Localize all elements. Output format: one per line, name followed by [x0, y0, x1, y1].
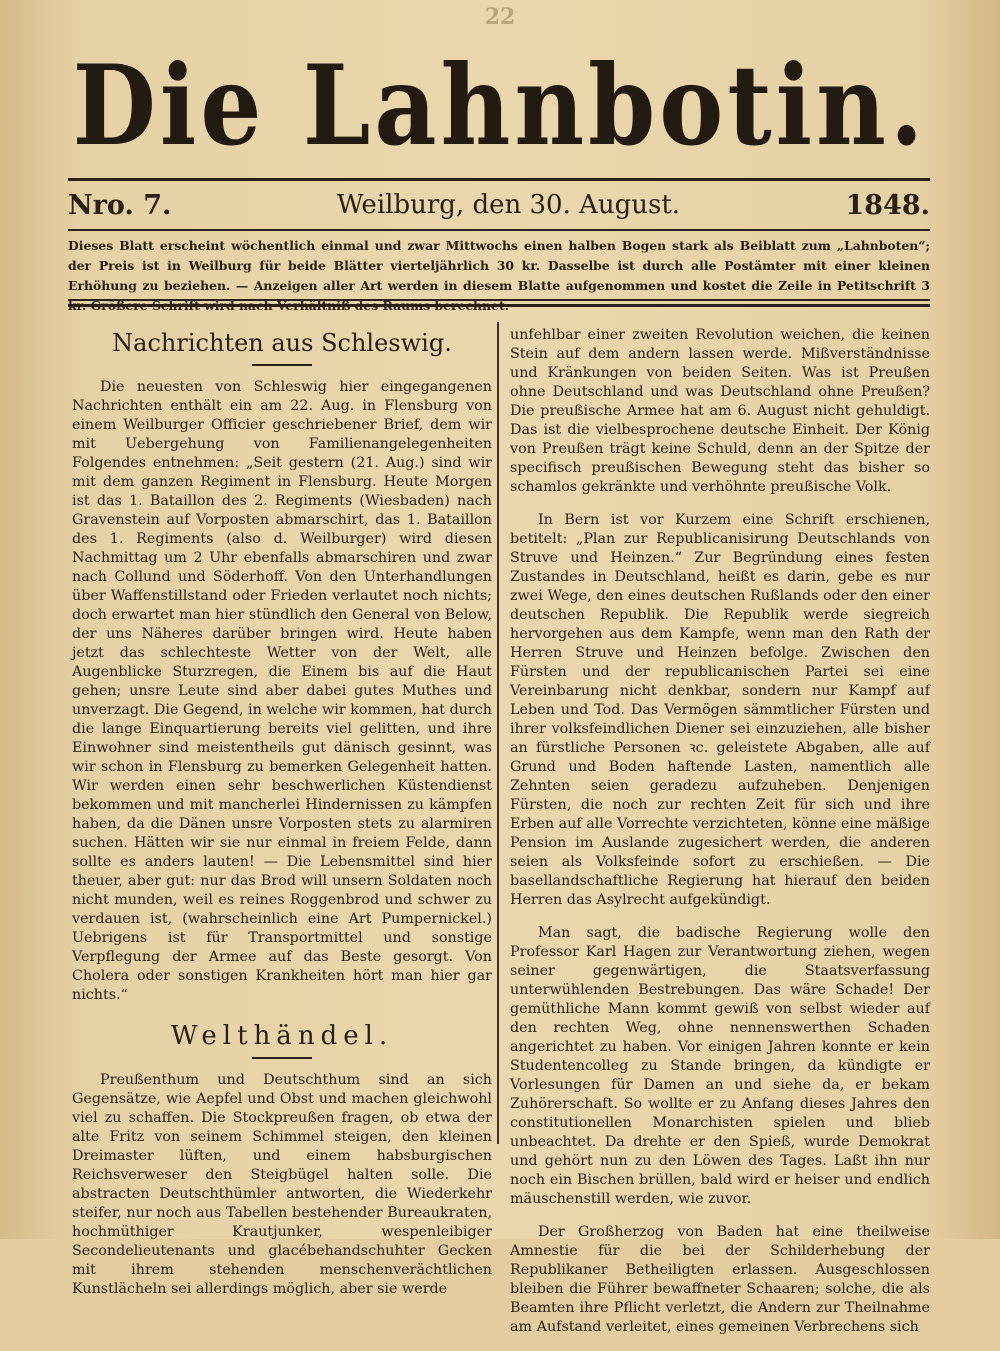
page-number: 22 [484, 4, 516, 30]
headline-schleswig: Nachrichten aus Schleswig. [112, 329, 452, 357]
dateline [68, 185, 930, 225]
masthead-rule [68, 178, 930, 181]
issue-year: 1848. [845, 189, 930, 221]
place-date: Weilburg, den 30. August. [336, 190, 681, 220]
notice-rule-top [68, 299, 930, 301]
dateline-rule [68, 229, 930, 231]
article-welthaendel: Preußenthum und Deutschthum sind an sich Gegensätze, wie Aepfel und Obst und machen gleichwohl viel zu schaffen. Die Stockpreußen fragen, ob etwa der alte Fritz von seinem Schimmel steigen, den kleinen Dreimaster lüften, und einem habsburgischen Reichsverweser den Steigbügel halten solle. Die abstracten Deutschthümler antworten, die Wiederkehr steifer, nur noch aus Tabellen bestehender Bureaukraten, hochmüthiger Krautjunker, wespenleibiger Secondelieutenants und glacébehandschuhter Gecken mit ihrem stehenden menschenverächtlichen Kunstlächeln sei allerdings möglich, aber sie werde [72, 1072, 492, 1297]
article-hagen: Man sagt, die badische Regierung wolle den Professor Karl Hagen zur Verantwortung ziehen, wegen seiner gegenwärtigen, die Staatsverfassung unterwühlenden Bestrebungen. Das wäre Schade! Der gemüthliche Mann kommt gewiß von selbst wieder auf den rechten Weg, ohne nennenswerthen Schaden angerichtet zu haben. Vor einigen Jahren konnte er kein Studentencolleg zu Stande bringen, da kündigte er Vorlesungen für Damen an und siehe da, er bekam Zuhörerschaft. So wollte er zu Anfang dieses Jahres den constitutionellen Monarchisten spielen und blieb unbeachtet. Da drehte er den Spieß, wurde Demokrat und gehört nun zu den Löwen des Tages. Laßt ihn nur noch ein Bischen brüllen, bald wird er heiser und endlich mäuschenstill werden, wie zuvor. [510, 925, 930, 1207]
article-bern: In Bern ist vor Kurzem eine Schrift erschienen, betitelt: „Plan zur Republicanisirung Deutschlands von Struve und Heinzen.“ Zur Begründung eines festen Zustandes in Deutschland, heißt es darin, gebe es nur zwei Wege, den eines deutschen Rußlands oder den einer deutschen Republik. Die Republik werde siegreich hervorgehen aus dem Kampfe, wenn man den Rath der Herren Struve und Heinzen befolge. Zwischen den Fürsten und der republicanischen Partei sei eine Vereinbarung nicht denkbar, sondern nur Kampf auf Leben und Tod. Das Vermögen sämmtlicher Fürsten und ihrer volksfeindlichen Diener sei einzuziehen, alle bisher an fürstliche Personen ꝛc. geleistete Abgaben, alle auf Grund und Boden haftende Lasten, namentlich alle Zehnten seien geradezu aufzuheben. Denjenigen Fürsten, die noch zur rechten Zeit für sich und ihre Erben auf alle Vorrechte verzichteten, könne eine mäßige Pension im Auslande zugesichert werden, die anderen seien als Volksfeinde sofort zu erschießen. — Die basellandschaftliche Regierung hat hierauf den beiden Herren das Asylrecht aufgekündigt. [510, 512, 930, 908]
column-divider [497, 322, 499, 1144]
headline-rule [252, 1057, 312, 1059]
article-schleswig: Die neuesten von Schleswig hier eingegangenen Nachrichten enthält ein am 22. Aug. in Flensburg von einem Weilburger Officier geschriebener Brief, dem wir mit Uebergehung von Familienangelegenheiten Folgendes entnehmen: „Seit gestern (21. Aug.) sind wir mit dem ganzen Regiment in Flensburg. Heute Morgen ist das 1. Bataillon des 2. Regiments (Wiesbaden) nach Gravenstein auf Vorposten abmarschirt, das 1. Bataillon des 1. Regiments (also d. Weilburger) wird diesen Nachmittag um 2 Uhr ebenfalls abmarschiren und zwar nach Collund und Söderhoff. Von den Unterhandlungen über Waffenstillstand oder Frieden verlautet noch nichts; doch erwartet man hier stündlich den General von Below, der uns Näheres darüber bringen wird. Heute haben jetzt das schlechteste Wetter von der Welt, alle Augenblicke Sturzregen, die Einem bis auf die Haut gehen; unsre Leute sind aber dabei gutes Muthes und unverzagt. Die Gegend, in welche wir kommen, hat durch die lange Einquartierung bereits viel gelitten, und ihre Einwohner sind meistentheils gut dänisch gesinnt, was wir schon in Flensburg zu bemerken Gelegenheit hatten. Wir werden einen sehr beschwerlichen Küstendienst bekommen und mit mancherlei Hindernissen zu kämpfen haben, da die Dänen unsre Vorposten stets zu alarmiren suchen. Hätten wir sie nur einmal in freiem Felde, dann sollte es anders lauten! — Die Lebensmittel sind hier theuer, aber gut: nur das Brod will unsern Soldaten noch nicht munden, weil es reines Roggenbrod und schwer zu verdauen ist, (wahrscheinlich eine Art Pumpernickel.) Uebrigens ist für Transportmittel und sonstige Verpflegung der Armee auf das Beste gesorgt. Von Cholera oder sonstigen Krankheiten hört man hier gar nichts.“ [72, 379, 492, 1003]
issue-number: Nro. 7. [68, 189, 172, 221]
subscription-notice: Dieses Blatt erscheint wöchentlich einmal und zwar Mittwochs einen halben Bogen stark als Beiblatt zum „Lahnboten“; der Preis ist in Weilburg für beide Blätter vierteljährlich 30 kr. Dasselbe ist durch alle Postämter mit einer kleinen Erhöhung zu beziehen. — Anzeigen aller Art werden in diesem Blatte aufgenommen und kostet die Zeile in Petitschrift 3 [68, 238, 930, 293]
headline-welthaendel: Welthändel. [170, 1021, 394, 1051]
headline-rule [252, 364, 312, 366]
right-column [510, 326, 930, 1351]
article-amnestie: Der Großherzog von Baden hat eine theilweise Amnestie für die bei der Schilderhebung der Republikaner Betheiligten erlassen. Ausgeschlossen bleiben die Führer bewaffneter Schaaren; solche, die als Beamten ihre Pflicht verletzt, die Andern zur Theilnahme am Aufstand verleitet, eines gemeinen Verbrechens sich [510, 1224, 930, 1335]
article-continuation: unfehlbar einer zweiten Revolution weichen, die keinen Stein auf dem andern lassen werde. Mißverständnisse und Kränkungen von beiden Seiten. Was ist Preußen ohne Deutschland und was Deutschland ohne Preußen? Die preußische Armee hat am 6. August nicht gehuldigt. Das ist die vielbesprochene deutsche Einheit. Der König von Preußen trägt keine Schuld, denn an der Spitze der specifisch preußischen Bewegung steht das bisher so schamlos gekränkte und verhöhnte preußische Volk. [510, 327, 930, 495]
masthead-title: Die Lahnbotin. [72, 40, 928, 171]
left-column [72, 318, 492, 1313]
notice-rule-bottom [68, 304, 930, 307]
